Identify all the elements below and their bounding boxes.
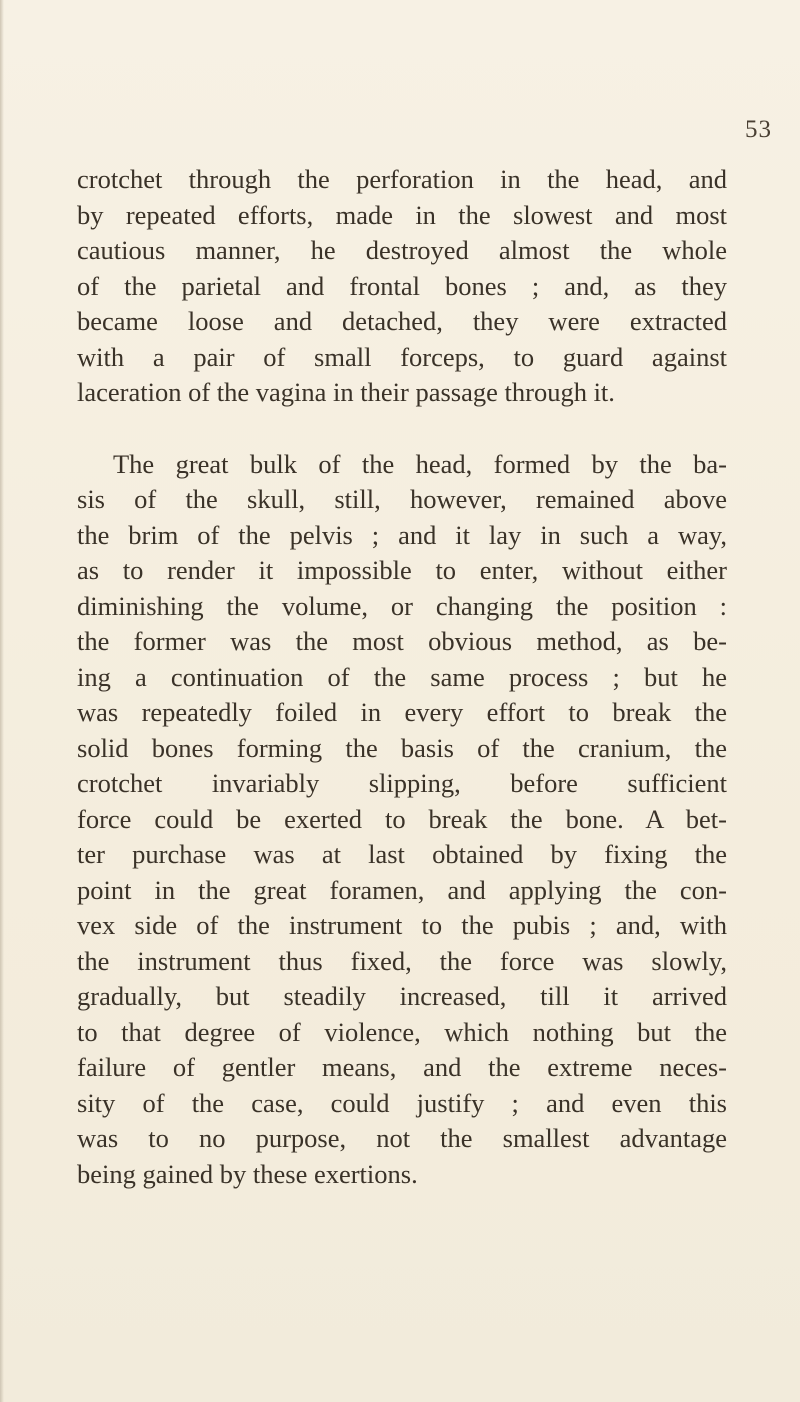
paragraph-2 — [77, 447, 727, 1193]
text-line: ing a continuation of the same process ; but he — [77, 661, 727, 692]
paragraph-1 — [77, 162, 727, 411]
text-line: crotchet invariably slipping, before sufficient — [77, 768, 727, 798]
text-line: diminishing the volume, or changing the position : — [77, 590, 727, 621]
text-line: was to no purpose, not the smallest advantage — [77, 1123, 727, 1153]
text-line: by repeated efforts, made in the slowest and most — [77, 199, 727, 230]
text-line: as to render it impossible to enter, without either — [77, 555, 727, 585]
text-line: force could be exerted to break the bone. A bet- — [77, 803, 727, 834]
text-line: the former was the most obvious method, as be- — [77, 626, 727, 656]
body-text — [77, 162, 727, 1192]
text-line: the instrument thus fixed, the force was slowly, — [77, 945, 727, 976]
page-edge-shadow — [0, 0, 4, 1402]
text-line: solid bones forming the basis of the cranium, the — [77, 732, 727, 763]
text-line: vex side of the instrument to the pubis ; and, with — [77, 910, 727, 940]
page-number: 53 — [745, 116, 772, 143]
text-line: of the parietal and frontal bones ; and, as they — [77, 270, 727, 301]
text-line: sis of the skull, still, however, remained above — [77, 484, 727, 514]
text-line: to that degree of violence, which nothing but the — [77, 1016, 727, 1047]
text-line: crotchet through the perforation in the head, and — [77, 164, 727, 194]
text-line: was repeatedly foiled in every effort to break the — [77, 697, 727, 727]
text-line: being gained by these exertions. — [77, 1158, 418, 1189]
text-line: failure of gentler means, and the extreme neces- — [77, 1052, 727, 1082]
text-line: ter purchase was at last obtained by fixing the — [77, 839, 727, 869]
text-line: sity of the case, could justify ; and even this — [77, 1087, 727, 1118]
text-line: The great bulk of the head, formed by the ba- — [113, 448, 727, 479]
text-line: cautious manner, he destroyed almost the whole — [77, 235, 727, 265]
text-line: gradually, but steadily increased, till it arrived — [77, 981, 727, 1011]
paragraph-gap — [77, 411, 727, 447]
text-line: with a pair of small forceps, to guard against — [77, 341, 727, 372]
text-line: laceration of the vagina in their passage through it. — [77, 377, 615, 407]
text-line: became loose and detached, they were extracted — [77, 306, 727, 336]
text-line: point in the great foramen, and applying the con- — [77, 874, 727, 905]
text-line: the brim of the pelvis ; and it lay in such a way, — [77, 519, 727, 550]
